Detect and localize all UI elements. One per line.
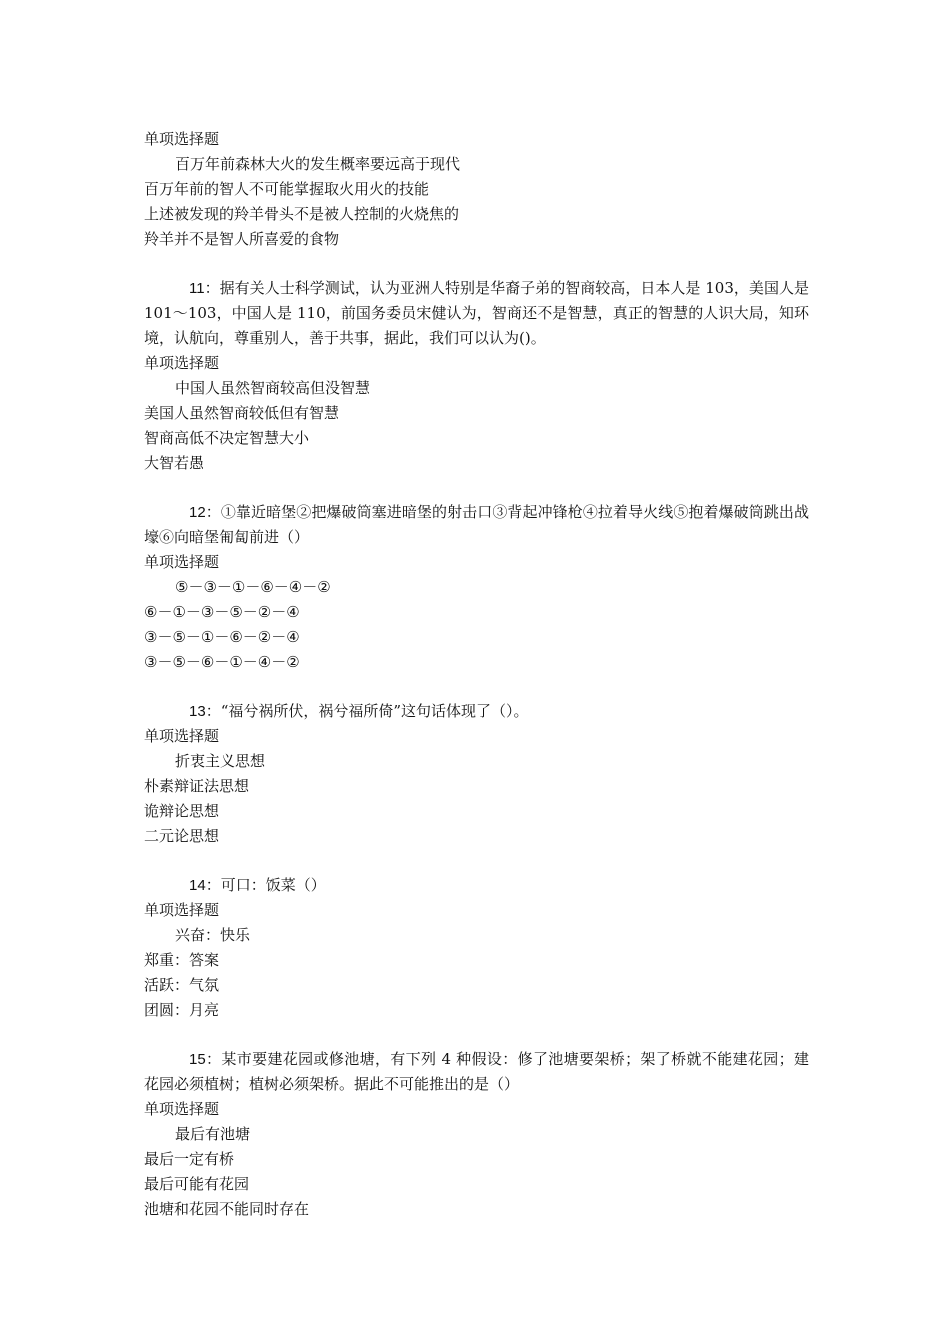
question-block <box>144 276 809 476</box>
question-type-label: 单项选择题 <box>144 553 220 571</box>
question-block <box>144 873 809 1023</box>
question-block <box>144 500 809 675</box>
option-c: 活跃：气氛 <box>144 976 220 994</box>
option-d: 羚羊并不是智人所喜爱的食物 <box>144 230 340 248</box>
option-d: 团圆：月亮 <box>144 1001 220 1019</box>
question-stem: ：“福兮祸所伏，祸兮福所倚”这句话体现了（）。 <box>205 702 529 720</box>
option-b: 郑重：答案 <box>144 951 220 969</box>
question-type-label: 单项选择题 <box>144 901 220 919</box>
question-stem: ：据有关人士科学测试，认为亚洲人特别是华裔子弟的智商较高，日本人是 103，美国人是 101～103，中国人是 110，前国务委员宋健认为，智商还不是智慧，真正的智慧的人识大局，知环境，认航向，尊重别人，善于共事，据此，我们可以认为()。 <box>144 279 809 347</box>
document-content <box>144 127 809 1222</box>
option-d: 二元论思想 <box>144 827 220 845</box>
option-d: ③－⑤－⑥－①－④－② <box>144 653 300 671</box>
question-number: 11 <box>189 280 205 297</box>
option-a: 折衷主义思想 <box>175 752 266 770</box>
option-b: 百万年前的智人不可能掌握取火用火的技能 <box>144 180 430 198</box>
question-block <box>144 699 809 849</box>
option-d: 大智若愚 <box>144 454 205 472</box>
option-c: 智商高低不决定智慧大小 <box>144 429 310 447</box>
question-number: 12 <box>189 504 206 521</box>
option-b: 朴素辩证法思想 <box>144 777 250 795</box>
option-c: ③－⑤－①－⑥－②－④ <box>144 628 300 646</box>
question-stem: ：①靠近暗堡②把爆破筒塞进暗堡的射击口③背起冲锋枪④拉着导火线⑤抱着爆破筒跳出战壕⑥向暗堡匍匐前进（） <box>144 503 809 546</box>
question-number: 14 <box>189 877 206 894</box>
question-text <box>144 699 809 724</box>
question-block <box>144 127 809 252</box>
option-c: 最后可能有花园 <box>144 1175 250 1193</box>
question-stem: ：某市要建花园或修池塘，有下列 4 种假设：修了池塘要架桥；架了桥就不能建花园；建花园必须植树；植树必须架桥。据此不可能推出的是（） <box>144 1050 809 1093</box>
option-a: ⑤－③－①－⑥－④－② <box>175 578 331 596</box>
option-a: 兴奋：快乐 <box>175 926 251 944</box>
question-type-label: 单项选择题 <box>144 727 220 745</box>
question-number: 15 <box>189 1051 206 1068</box>
question-block <box>144 1047 809 1222</box>
question-stem: ：可口：饭菜（） <box>205 876 326 894</box>
question-number: 13 <box>189 703 206 720</box>
question-text <box>144 1047 809 1097</box>
option-b: ⑥－①－③－⑤－②－④ <box>144 603 300 621</box>
option-c: 诡辩论思想 <box>144 802 220 820</box>
question-text <box>144 873 809 898</box>
question-text <box>144 500 809 550</box>
option-a: 最后有池塘 <box>175 1125 251 1143</box>
option-c: 上述被发现的羚羊骨头不是被人控制的火烧焦的 <box>144 205 460 223</box>
question-type-label: 单项选择题 <box>144 1100 220 1118</box>
option-a: 百万年前森林大火的发生概率要远高于现代 <box>175 155 461 173</box>
question-type-label: 单项选择题 <box>144 130 220 148</box>
question-type-label: 单项选择题 <box>144 354 220 372</box>
option-b: 最后一定有桥 <box>144 1150 235 1168</box>
option-a: 中国人虽然智商较高但没智慧 <box>175 379 371 397</box>
option-d: 池塘和花园不能同时存在 <box>144 1200 310 1218</box>
option-b: 美国人虽然智商较低但有智慧 <box>144 404 340 422</box>
question-text <box>144 276 809 351</box>
